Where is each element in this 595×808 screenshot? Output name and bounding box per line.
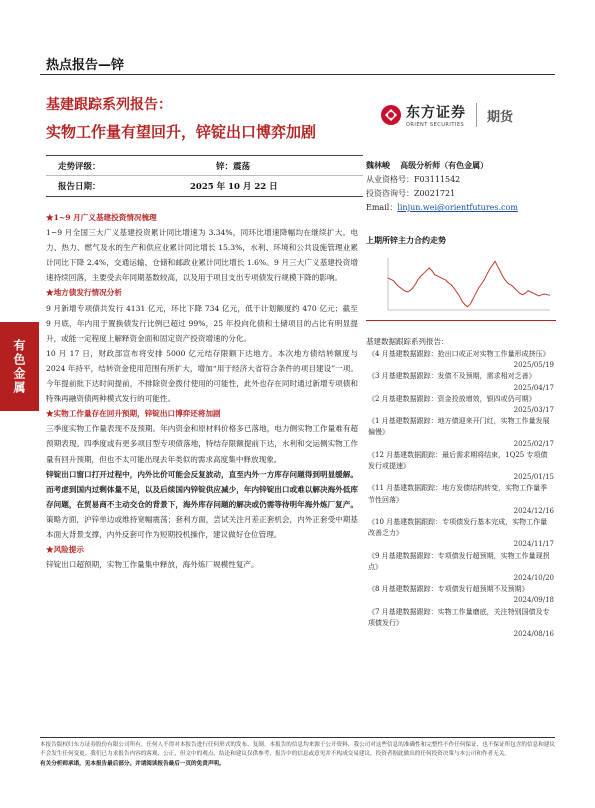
chart-bottom-rule [366, 320, 556, 321]
related-report-date: 2025/03/17 [513, 406, 554, 415]
related-report-date: 2025/05/19 [513, 361, 554, 370]
logo-separator [476, 103, 477, 127]
section-heading: ★实物工作量存在回升预期，锌锭出口博弈还将加剧 [46, 409, 221, 419]
rating-value: 锌：震荡 [216, 162, 251, 172]
analyst-email-link[interactable]: linjun.wei@orientfutures.com [397, 203, 518, 212]
section-paragraph: 三季度实物工作量表现不及预期。年内资金和原材料价格多已落地，电力侧实物工作量难有超预期表现。四季度或有更多项目型专项债落地，特结存限额提前下达，水利和交运侧实物工作量有回升预期，但也不太可能出现去年类似的需求高度集中释放现象。 [46, 424, 358, 464]
section-bold-paragraph: 锌锭出口窗口打开过程中，内外比价可能会反复波动，直至内外一方库存问题得到明显缓解。而考虑到国内过剩体量不足，以及后续国内锌锭供应减少，年内锌锭出口或难以解决海外低库存问题，在贸易商不主动交仓的背景下，海外库存问题的解决或仍需等待明年海外炼厂复产。 [46, 469, 358, 509]
related-report-title: 《9 月基建数据跟踪：专项债发行超预期，实物工作量现拐点》 [368, 551, 550, 571]
chart-title: 上期所锌主力合约走势 [366, 235, 446, 245]
logo-chinese-name: 东方证券 [406, 105, 466, 121]
related-report-item[interactable] [368, 349, 554, 371]
related-report-item[interactable] [368, 371, 554, 393]
related-reports-title: 基建数据跟踪系列报告： [366, 337, 449, 346]
section-heading: ★地方债发行情况分析 [46, 288, 122, 298]
related-report-date: 2024/10/20 [513, 574, 554, 583]
side-category-tab: 有色金属 [0, 322, 39, 411]
logo-english-name: ORIENT SECURITIES [406, 122, 465, 128]
section-paragraph: 策略方面，沪锌单边或维持宽幅震荡；套利方面，尝试关注月差正套机会，内外正套受中期基本面大背景支撑，内外反套可作为短期投机操作，建议做好仓位管理。 [46, 514, 358, 539]
related-report-date: 2025/01/15 [513, 473, 554, 482]
related-report-date: 2024/08/16 [513, 630, 554, 639]
date-value: 2025 年 10 月 22 日 [190, 182, 278, 192]
related-report-title: 《10 月基建数据跟踪：专项债发行基本完成，实物工作量改善乏力》 [368, 518, 548, 538]
related-report-item[interactable] [368, 483, 554, 517]
disclaimer-notice: 有关分析师承诺，见本报告最后部分。并请阅读报告最后一页的免责声明。 [40, 760, 225, 767]
meta-bottom-rule [46, 196, 363, 197]
related-report-item[interactable] [368, 551, 554, 585]
report-body [46, 210, 358, 572]
price-chart [366, 252, 556, 320]
meta-top-rule [46, 155, 363, 156]
section-paragraph: 1~9 月全国三大广义基建投资累计同比增速为 3.34%，同环比增速降幅均在继续扩大。电力、热力、燃气及水的生产和供应业累计同比增长 15.3%，水利、环境和公共设施管理业累计同比下降 2.4%，交通运输、仓储和邮政业累计同比增长 1.6%。9 月三大广义基建投资增速持续回落，主要受去年同期基数较高，以及用于项目支出专项债发行规模下降的影响。 [46, 228, 358, 283]
related-report-item[interactable] [368, 517, 554, 551]
section-heading: ★风险提示 [46, 545, 84, 555]
related-report-date: 2024/11/17 [513, 540, 554, 549]
report-subtitle: 基建跟踪系列报告： [46, 97, 172, 113]
section-paragraph: 9 月新增专项债共发行 4131 亿元，环比下降 734 亿元，低于计划额度约 470 亿元；截至 9 月底，年内用于置换债发行比例已超过 99%，25 年投向化债和土储项目的占比有明显提升，或能一定程度上解释资金面和固定资产投资增速的分化。 [46, 303, 358, 343]
related-report-title: 《7 月基建数据跟踪：实物工作量磨底，关注特别国债及专项债发行》 [368, 607, 550, 627]
header-divider [40, 74, 555, 75]
disclaimer [40, 741, 555, 769]
disclaimer-divider [40, 737, 555, 738]
chart-series-line [388, 261, 550, 306]
related-report-title: 《8 月基建数据跟踪：专项债发行超预期不及预期》 [368, 585, 529, 594]
analyst-name: 魏林峻 [366, 160, 390, 170]
company-logo [380, 99, 540, 131]
meta-mid-rule [46, 175, 363, 176]
section-paragraph: 10 月 17 日，财政部宣布将安排 5000 亿元结存限额下达地方。本次地方债结转额度与 2024 年持平，结转资金使用范围有所扩大，增加“用于经济大省符合条件的项目建设”一项。今年提前批下达时间提前，不排除资金拨付使用的可能性，此外也存在同时通过新增专项债和特殊再融资债两种模式发行的可能性。 [46, 348, 358, 404]
related-report-item[interactable] [368, 450, 554, 484]
section-heading: ★1~9 月广义基建投资情况梳理 [46, 213, 157, 222]
related-report-title: 《1 月基建数据跟踪：地方债迎来开门红，实物工作量发展偏慢》 [368, 417, 550, 437]
related-report-title: 《12 月基建数据跟踪：最后需求期将结束，1Q25 专项债发行或提速》 [368, 450, 548, 471]
analyst-info [366, 158, 518, 215]
analyst-consult-number: 投资咨询号：Z0021721 [366, 189, 456, 198]
related-report-item[interactable] [368, 416, 554, 450]
related-report-title: 《2 月基建数据跟踪：资金投放增效，银四或仍可期》 [368, 394, 536, 403]
analyst-qualification: 从业资格号：F03111542 [366, 175, 461, 184]
related-report-title: 《4 月基建数据跟踪：抢出口或正对实物工作量形成挤压》 [368, 350, 550, 358]
related-reports-list [368, 349, 554, 640]
date-label: 报告日期： [58, 182, 101, 192]
related-report-date: 2025/02/17 [513, 439, 554, 448]
related-report-item[interactable] [368, 394, 554, 416]
related-report-date: 2025/04/17 [513, 383, 554, 392]
report-title: 实物工作量有望回升，锌锭出口博弈加剧 [46, 123, 317, 141]
related-report-title: 《11 月基建数据跟踪：地方发债结构转变，实物工作量季节性回落》 [368, 484, 548, 504]
rating-label: 走势评级： [58, 162, 101, 172]
logo-futures-label: 期货 [487, 109, 514, 125]
disclaimer-text: 本报告版权归东方证券股份有限公司所有。任何人不得对本报告进行任何形式的发布、复制。本报告的信息均来源于公开资料，我公司对这些信息的准确性和完整性不作任何保证，也不保证所包含的信息和建议不会发生任何变更。我们已力求报告内容的客观、公正，但文中的观点、结论和建议仅供参考，报告中的信息或意见并不构成交易建议，投资者据此做出的任何投资决策与本公司和作者无关。 [40, 742, 555, 758]
analyst-role: 高级分析师（有色金属） [400, 160, 489, 170]
header-title: 热点报告—锌 [46, 58, 125, 73]
section-paragraph: 锌锭出口超预期，实物工作量集中释放，海外炼厂规模性复产。 [46, 560, 259, 570]
related-report-date: 2024/09/18 [513, 596, 554, 605]
logo-mark-icon [380, 104, 402, 126]
related-report-date: 2024/12/16 [513, 506, 554, 515]
related-report-title: 《3 月基建数据跟踪：发债不及预期，需求相对乏善》 [368, 372, 536, 381]
related-report-item[interactable] [368, 607, 554, 641]
email-label: Email： [366, 203, 398, 212]
related-report-item[interactable] [368, 584, 554, 606]
